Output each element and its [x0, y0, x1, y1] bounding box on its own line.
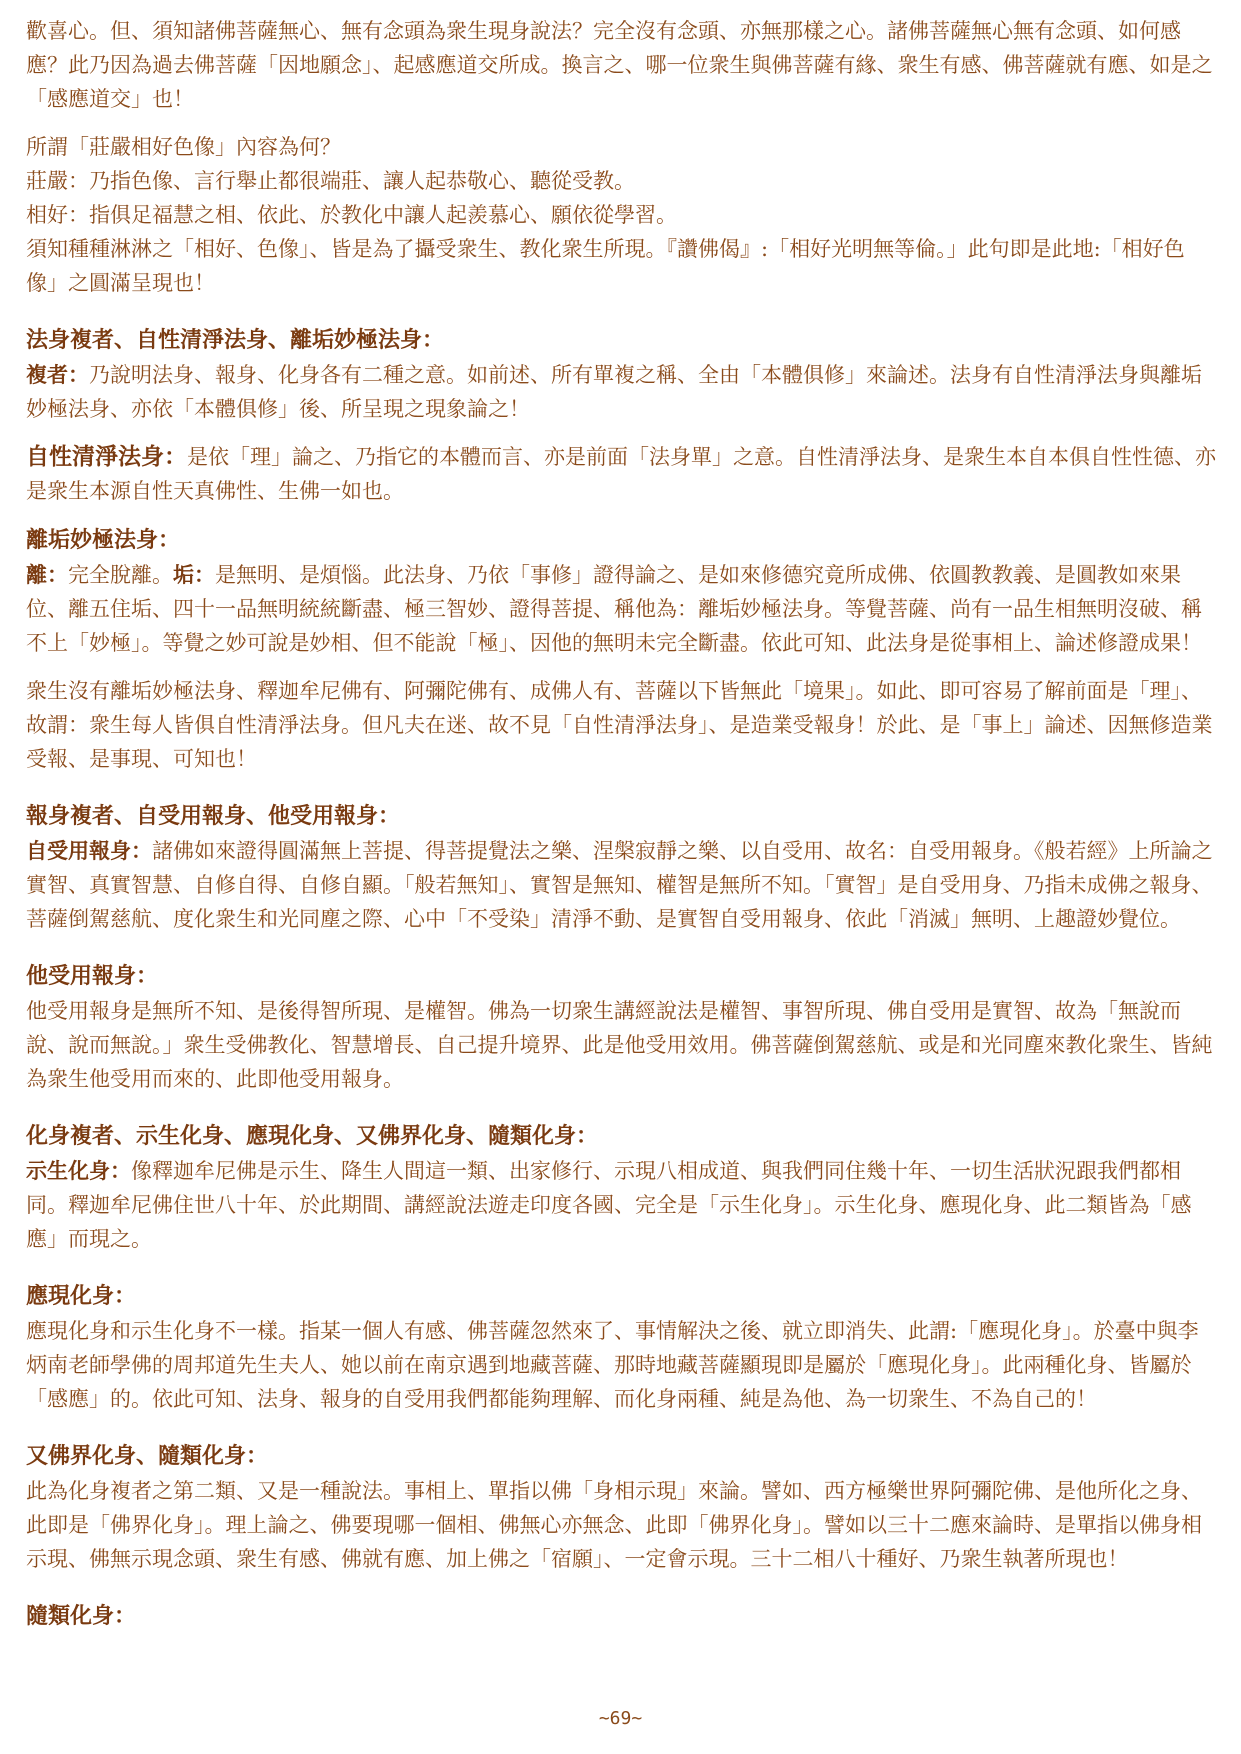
paragraph-text: 是無明、是煩惱。此法身、乃依「事修」證得論之、是如來修德究竟所成佛、依圓教教義、是圓教如來果位、離五住垢、四十一品無明統統斷盡、極三智妙、證得菩提、稱他為：離垢妙極法身。等覺菩薩、尚有一品生相無明沒破、稱不上「妙極」。等覺之妙可說是妙相、但不能說「極」、因他的無明未完全斷盡。依此可知、此法身是從事相上、論述修證成果！: [26, 563, 1202, 655]
text-line: 須知種種淋淋之「相好、色像」、皆是為了攝受衆生、教化衆生所現。『讚佛偈』:「相好光明無等倫。」此句即是此地:「相好色像」之圓滿呈現也！: [26, 237, 1185, 295]
document-page: [26, 14, 1216, 1634]
paragraph-text: 是依「理」論之、乃指它的本體而言、亦是前面「法身單」之意。自性清淨法身、是衆生本自本俱自性性德、亦是衆生本源自性天真佛性、生佛一如也。: [26, 445, 1216, 503]
paragraph: [26, 440, 1216, 508]
paragraph: [26, 358, 1216, 426]
term-label: 複者：: [26, 362, 89, 387]
paragraph: 他受用報身是無所不知、是後得智所現、是權智。佛為一切衆生講經說法是權智、事智所現、佛自受用是實智、故為「無說而說、說而無說。」衆生受佛教化、智慧增長、自己提升境界、此是他受用效用。佛菩薩倒駕慈航、或是和光同塵來教化衆生、皆純為衆生他受用而來的、此即他受用報身。: [26, 999, 1213, 1091]
paragraph: [26, 558, 1216, 660]
section-heading: 他受用報身：: [26, 963, 159, 989]
section-heading: 離垢妙極法身：: [26, 527, 181, 553]
section-heading: 隨類化身：: [26, 1603, 137, 1629]
paragraph-text: 諸佛如來證得圓滿無上菩提、得菩提覺法之樂、涅槃寂靜之樂、以自受用、故名：自受用報身。《般若經》上所論之實智、真實智慧、自修自得、自修自顯。「般若無知」、實智是無知、權智是無所不知。「實智」是自受用身、乃指未成佛之報身、菩薩倒駕慈航、度化衆生和光同塵之際、心中「不受染」清淨不動、是實智自受用報身、依此「消滅」無明、上趣證妙覺位。: [26, 839, 1213, 931]
section-heading: 化身複者、示生化身、應現化身、又佛界化身、隨類化身：: [26, 1123, 599, 1149]
term-label: 垢：: [173, 562, 215, 587]
paragraph-zhuangyan: [26, 130, 1216, 300]
paragraph: [26, 1154, 1216, 1256]
section-heading: 報身複者、自受用報身、他受用報身：: [26, 803, 401, 829]
text-line: 相好：指俱足福慧之相、依此、於教化中讓人起羨慕心、願依從學習。: [26, 203, 677, 227]
section-heading: 又佛界化身、隨類化身：: [26, 1443, 269, 1469]
paragraph-text: 像釋迦牟尼佛是示生、降生人間這一類、出家修行、示現八相成道、與我們同住幾十年、一切生活狀況跟我們都相同。釋迦牟尼佛住世八十年、於此期間、講經說法遊走印度各國、完全是「示生化身」。示生化身、應現化身、此二類皆為「感應」而現之。: [26, 1159, 1192, 1251]
section-heading: 應現化身：: [26, 1283, 137, 1309]
paragraph: 此為化身複者之第二類、又是一種說法。事相上、單指以佛「身相示現」來論。譬如、西方極樂世界阿彌陀佛、是他所化之身、此即是「佛界化身」。理上論之、佛要現哪一個相、佛無心亦無念、此即「佛界化身」。譬如以三十二應來論時、是單指以佛身相示現、佛無示現念頭、衆生有感、佛就有應、加上佛之「宿願」、一定會示現。三十二相八十種好、乃衆生執著所現也！: [26, 1479, 1202, 1571]
paragraph: 衆生沒有離垢妙極法身、釋迦牟尼佛有、阿彌陀佛有、成佛人有、菩薩以下皆無此「境果」。如此、即可容易了解前面是「理」、故謂：衆生每人皆俱自性清淨法身。但凡夫在迷、故不見「自性清淨法身」、是造業受報身！於此、是「事上」論述、因無修造業受報、是事現、可知也！: [26, 679, 1213, 771]
text-line: 莊嚴：乃指色像、言行舉止都很端莊、讓人起恭敬心、聽從受教。: [26, 169, 635, 193]
term-label: 離：: [26, 562, 68, 587]
paragraph: 應現化身和示生化身不一樣。指某一個人有感、佛菩薩忽然來了、事情解決之後、就立即消失、此謂:「應現化身」。於臺中與李炳南老師學佛的周邦道先生夫人、她以前在南京遇到地藏菩薩、那時地藏菩薩顯現即是屬於「應現化身」。此兩種化身、皆屬於「感應」的。依此可知、法身、報身的自受用我們都能夠理解、而化身兩種、純是為他、為一切衆生、不為自己的！: [26, 1319, 1199, 1411]
term-label: 自受用報身：: [26, 838, 152, 863]
text-line: 所謂「莊嚴相好色像」內容為何？: [26, 135, 341, 159]
section-heading: 法身複者、自性清淨法身、離垢妙極法身：: [26, 327, 445, 353]
paragraph-text: 乃說明法身、報身、化身各有二種之意。如前述、所有單複之稱、全由「本體俱修」來論述。法身有自性清淨法身與離垢妙極法身、亦依「本體俱修」後、所呈現之現象論之！: [26, 363, 1202, 421]
paragraph: 歡喜心。但、須知諸佛菩薩無心、無有念頭為衆生現身說法？完全沒有念頭、亦無那樣之心。諸佛菩薩無心無有念頭、如何感應？此乃因為過去佛菩薩「因地願念」、起感應道交所成。換言之、哪一位衆生與佛菩薩有緣、衆生有感、佛菩薩就有應、如是之「感應道交」也！: [26, 19, 1213, 111]
term-label: 自性清淨法身：: [26, 443, 187, 470]
page-number: ~69~: [598, 1708, 643, 1729]
term-label: 示生化身：: [26, 1158, 131, 1183]
paragraph-text: 完全脫離。: [68, 563, 173, 587]
paragraph: [26, 834, 1216, 936]
